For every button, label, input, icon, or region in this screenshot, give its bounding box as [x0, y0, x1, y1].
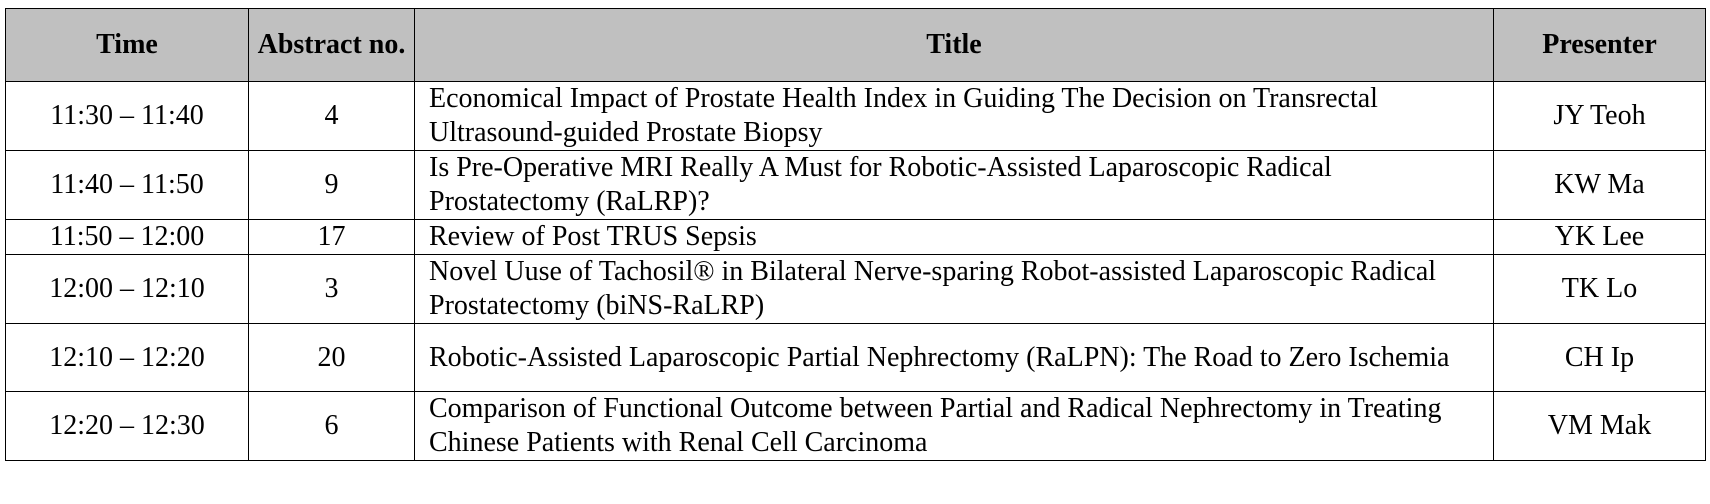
table-row [6, 82, 1706, 151]
abstract-no-cell: 3 [249, 255, 415, 324]
table-row [6, 255, 1706, 324]
title-cell: Is Pre-Operative MRI Really A Must for Robotic-Assisted Laparoscopic Radical Prostatectomy (RaLRP)? [415, 151, 1494, 220]
time-cell: 11:50 – 12:00 [6, 220, 249, 255]
table-row [6, 151, 1706, 220]
presenter-cell: TK Lo [1494, 255, 1706, 324]
title-cell: Economical Impact of Prostate Health Index in Guiding The Decision on Transrectal Ultrasound-guided Prostate Biopsy [415, 82, 1494, 151]
table-row [6, 392, 1706, 461]
header-abstract-no: Abstract no. [249, 9, 415, 82]
title-cell: Review of Post TRUS Sepsis [415, 220, 1494, 255]
presenter-cell: CH Ip [1494, 324, 1706, 392]
table-row [6, 220, 1706, 255]
time-cell: 11:30 – 11:40 [6, 82, 249, 151]
presenter-cell: VM Mak [1494, 392, 1706, 461]
table-body [6, 82, 1706, 461]
time-cell: 12:10 – 12:20 [6, 324, 249, 392]
header-row [6, 9, 1706, 82]
title-cell: Robotic-Assisted Laparoscopic Partial Nephrectomy (RaLPN): The Road to Zero Ischemia [415, 324, 1494, 392]
time-cell: 12:00 – 12:10 [6, 255, 249, 324]
presenter-cell: YK Lee [1494, 220, 1706, 255]
title-cell: Comparison of Functional Outcome between Partial and Radical Nephrectomy in Treating Chinese Patients with Renal Cell Carcinoma [415, 392, 1494, 461]
header-title: Title [415, 9, 1494, 82]
abstract-no-cell: 9 [249, 151, 415, 220]
abstract-no-cell: 6 [249, 392, 415, 461]
presenter-cell: KW Ma [1494, 151, 1706, 220]
time-cell: 11:40 – 11:50 [6, 151, 249, 220]
abstract-no-cell: 4 [249, 82, 415, 151]
table-header [6, 9, 1706, 82]
time-cell: 12:20 – 12:30 [6, 392, 249, 461]
header-presenter: Presenter [1494, 9, 1706, 82]
header-time: Time [6, 9, 249, 82]
schedule-table [5, 8, 1706, 461]
table-row [6, 324, 1706, 392]
abstract-no-cell: 20 [249, 324, 415, 392]
abstract-no-cell: 17 [249, 220, 415, 255]
title-cell: Novel Uuse of Tachosil® in Bilateral Nerve-sparing Robot-assisted Laparoscopic Radical Prostatectomy (biNS-RaLRP) [415, 255, 1494, 324]
presenter-cell: JY Teoh [1494, 82, 1706, 151]
